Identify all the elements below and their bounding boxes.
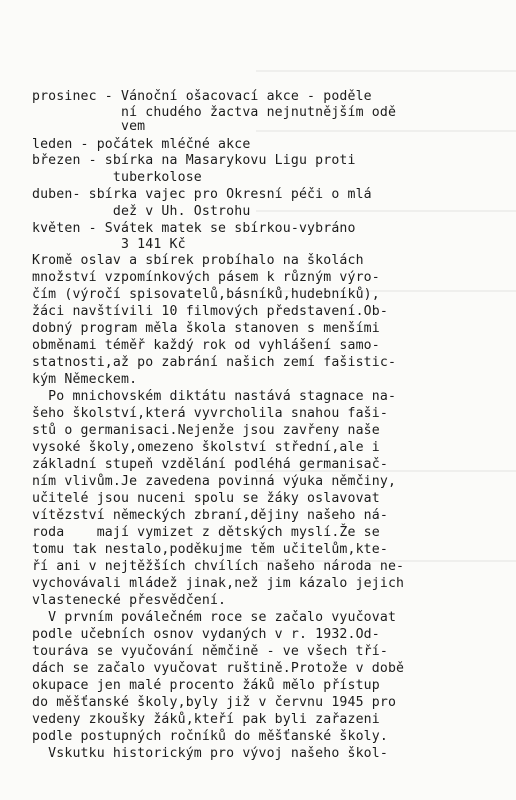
text-line: vysoké školy,omezeno školství střední,ale i <box>32 440 380 455</box>
text-line: touráva se vyučování němčině - ve všech tří- <box>32 644 388 659</box>
show-through-mark <box>256 70 516 72</box>
show-through-mark <box>256 210 516 212</box>
text-line: dobný program měla škola stanoven s menšími <box>32 321 380 336</box>
text-line: prosinec - Vánoční ošacovací akce - poděle <box>32 89 372 104</box>
text-line: množství vzpomínkových pásem k různým výro- <box>32 270 380 285</box>
text-line: ří ani v nejtěžších chvílích našeho národa ne- <box>32 559 405 574</box>
text-line: duben- sbírka vajec pro Okresní péči o mlá <box>32 187 372 202</box>
text-line: V prvním poválečném roce se začalo vyučovat <box>32 610 397 625</box>
text-line: březen - sbírka na Masarykovu Ligu proti <box>32 153 356 168</box>
text-line: žáci navštívili 10 filmových představení.Ob- <box>32 304 388 319</box>
text-line: ním vlivům.Je zavedena povinná výuka němčiny, <box>32 474 397 489</box>
text-line: kým Německem. <box>32 372 138 387</box>
text-line: základní stupeň vzdělání podléhá germanisač- <box>32 457 388 472</box>
text-line: šeho školství,která vyvrcholila snahou faši- <box>32 406 388 421</box>
text-line: čím (výročí spisovatelů,básníků,hudebníků), <box>32 287 380 302</box>
text-line: leden - počátek mléčné akce <box>32 137 251 152</box>
text-line: podle postupných ročníků do měšťanské školy. <box>32 729 388 744</box>
text-line: vlastenecké přesvědčení. <box>32 593 227 608</box>
text-line: vedeny zkoušky žáků,kteří pak byli zařazeni <box>32 712 380 727</box>
text-line: roda mají vymizet z dětských myslí.Že se <box>32 525 380 540</box>
text-line: stů o germanisaci.Nejenže jsou zavřeny naše <box>32 423 380 438</box>
text-line: statnosti,až po zabrání našich zemí fašistic- <box>32 355 397 370</box>
text-line: 3 141 Kč <box>32 237 186 252</box>
text-line: tuberkolose <box>32 170 202 185</box>
text-line: vítězství německých zbraní,dějiny našeho ná- <box>32 508 388 523</box>
text-line: vem <box>32 119 146 134</box>
text-line: Po mnichovském diktátu nastává stagnace na- <box>32 389 397 404</box>
text-line: učitelé jsou nuceni spolu se žáky oslavovat <box>32 491 380 506</box>
text-line: Vskutku historickým pro vývoj našeho škol- <box>32 746 388 761</box>
text-line: vychovávali mládež jinak,než jim kázalo jejich <box>32 576 405 591</box>
text-line: dách se začalo vyučovat ruštině.Protože v době <box>32 661 405 676</box>
text-line: okupace jen malé procento žáků mělo přístup <box>32 678 380 693</box>
text-line: ní chudého žactva nejnutnějším odě <box>32 105 397 120</box>
text-line: obměnami téměř každý rok od vyhlášení samo- <box>32 338 380 353</box>
text-line: podle učebních osnov vydaných v r. 1932.Od- <box>32 627 380 642</box>
text-line: do měšťanské školy,byly již v červnu 1945 pro <box>32 695 397 710</box>
text-line: tomu tak nestalo,poděkujme těm učitelům,kte- <box>32 542 388 557</box>
text-line: dež v Uh. Ostrohu <box>32 204 251 219</box>
show-through-mark <box>256 130 516 132</box>
text-line: Kromě oslav a sbírek probíhalo na školách <box>32 253 364 268</box>
text-line: květen - Svátek matek se sbírkou-vybráno <box>32 221 356 236</box>
